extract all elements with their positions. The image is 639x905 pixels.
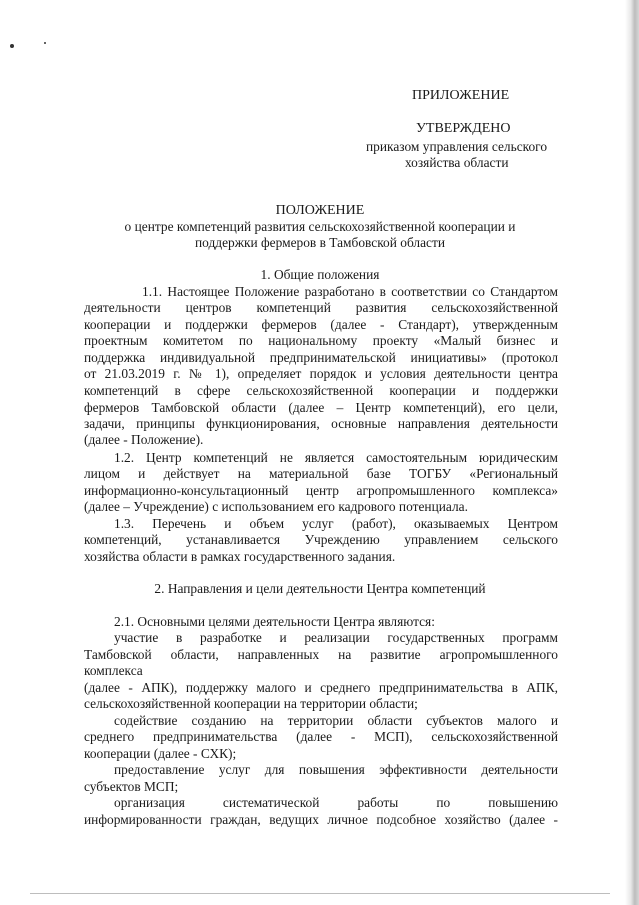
section-1-line: компетенций, устанавливается Учреждению управлением сельского [84,532,558,547]
document-subtitle-line-1: о центре компетенций развития сельскохозяйственной кооперации и [124,219,516,234]
section-2-line: (далее - АПК), поддержку малого и среднего предпринимательства в АПК, [84,680,558,695]
section-1-line: 1.1. Настоящее Положение разработано в соответствии со Стандартом [142,284,558,299]
section-2-line: субъектов МСП; [84,779,179,794]
section-1-line: кооперации и поддержки фермеров (далее - Стандарт), утвержденным [84,317,558,332]
section-2-line: Тамбовской области, направленных на развитие агропромышленного [84,647,558,662]
section-2-line: кооперации (далее - СХК); [84,746,237,761]
section-1-line: поддержка индивидуальной предпринимательской инициативы» (протокол [84,350,558,365]
section-1-line: лицом и действует на материальной базе ТОГБУ «Региональный [84,466,558,481]
section-1-line: (далее – Учреждение) с использованием его кадрового потенциала. [84,499,468,514]
scan-edge [625,0,639,905]
order-line-2: хозяйства области [405,155,509,170]
scan-speck [10,44,14,48]
section-2-line: комплекса [84,663,143,678]
section-2-line: предоставление услуг для повышения эффективности деятельности [114,762,558,777]
section-2-line: 2.1. Основными целями деятельности Центра являются: [114,614,435,629]
scan-bottom-line [30,893,610,894]
section-2-line: участие в разработке и реализации государственных программ [114,630,558,645]
section-1-line: проектным комитетом по национальному проекту «Малый бизнес и [84,333,558,348]
section-2-line: содействие созданию на территории области субъектов малого и [114,713,558,728]
order-line-1: приказом управления сельского [366,139,548,154]
document-subtitle-line-2: поддержки фермеров в Тамбовской области [194,235,446,250]
section-1-line: 1.2. Центр компетенций не является самостоятельным юридическим [114,450,558,465]
section-1-line: фермеров Тамбовской области (далее – Центр компетенций), его цели, [84,400,558,415]
section-1-line: хозяйства области в рамках государственного задания. [84,549,396,564]
section-2-line: среднего предпринимательства (далее - МСП), сельскохозяйственной [84,729,558,744]
scan-speck [44,42,46,44]
section-1-line: 1.3. Перечень и объем услуг (работ), оказываемых Центром [114,516,558,531]
section-1-line: компетенций в сфере сельскохозяйственной кооперации и поддержки [84,383,558,398]
section-2-heading: 2. Направления и цели деятельности Центра компетенций [154,581,486,596]
section-1-line: (далее - Положение). [84,432,204,447]
approved-label: УТВЕРЖДЕНО [416,121,511,136]
section-1-line: от 21.03.2019 г. № 1), определяет порядок и условия деятельности центра [84,366,558,381]
document-title: ПОЛОЖЕНИЕ [275,203,365,218]
section-2-line: сельскохозяйственной кооперации на территории области; [84,696,418,711]
section-1-heading: 1. Общие положения [260,267,380,282]
section-1-line: деятельности центров компетенций развития сельскохозяйственной [84,300,558,315]
section-2-line: информированности граждан, ведущих личное подсобное хозяйство (далее - [84,812,558,827]
section-1-line: задачи, принципы функционирования, основные направления деятельности [84,416,558,431]
section-2-line: организация систематической работы по повышению [114,795,558,810]
section-1-line: информационно-консультационный центр агропромышленного комплекса» [84,483,558,498]
appendix-label: ПРИЛОЖЕНИЕ [412,88,510,103]
